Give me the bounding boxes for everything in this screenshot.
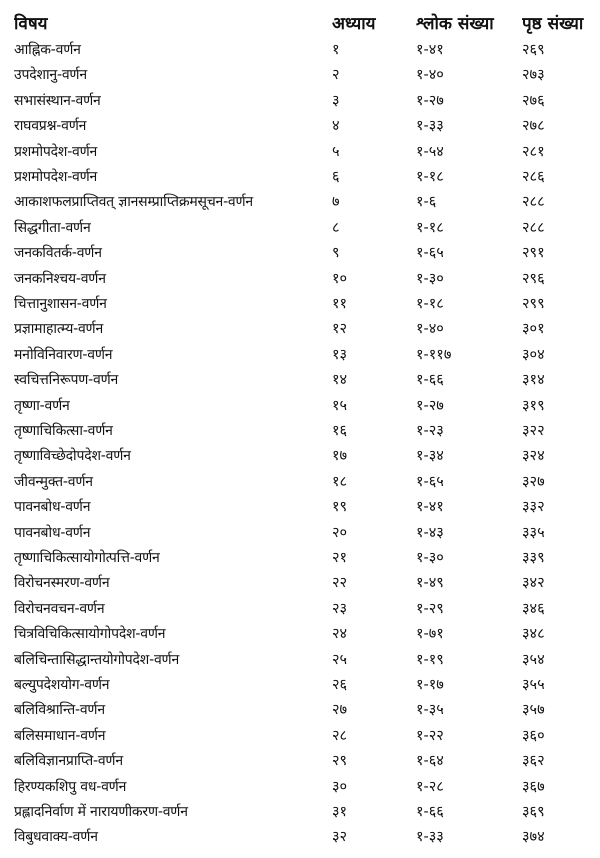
- table-row: [0, 444, 600, 469]
- row-subject: प्रज्ञामाहात्म्य-वर्णन: [14, 321, 104, 338]
- row-chapter: ३१: [332, 804, 348, 820]
- table-row: [0, 216, 600, 241]
- row-verse-range: १-७१: [416, 626, 444, 643]
- row-verse-range: १-२७: [416, 92, 444, 109]
- table-row: [0, 89, 600, 114]
- row-verse-range: १-१८: [416, 169, 444, 185]
- row-chapter: ४: [332, 118, 340, 135]
- row-page-number: ३६९: [522, 804, 545, 820]
- row-verse-range: १-२२: [416, 727, 444, 744]
- table-row: [0, 749, 600, 774]
- row-subject: तृष्णा-वर्णन: [14, 397, 70, 414]
- row-page-number: ३६०: [522, 727, 545, 744]
- row-subject: आकाशफलप्राप्तिवत् ज्ञानसम्प्राप्तिक्रमसूचन-वर्णन: [14, 194, 254, 211]
- row-chapter: ३: [332, 92, 340, 109]
- row-page-number: ३५४: [522, 651, 545, 668]
- row-chapter: ८: [332, 219, 340, 236]
- row-verse-range: १-४०: [416, 321, 444, 338]
- row-page-number: २७८: [522, 118, 545, 135]
- table-row: [0, 648, 600, 673]
- row-chapter: १०: [332, 270, 348, 287]
- row-verse-range: १-३०: [416, 550, 444, 566]
- table-row: [0, 317, 600, 342]
- row-subject: तृष्णाविच्छेदोपदेश-वर्णन: [14, 448, 131, 465]
- row-chapter: ११: [332, 296, 348, 312]
- row-page-number: २९१: [522, 245, 545, 262]
- row-verse-range: १-३४: [416, 448, 444, 465]
- row-page-number: ३६२: [522, 753, 545, 770]
- row-verse-range: १-१७: [416, 677, 444, 693]
- row-chapter: २१: [332, 550, 348, 566]
- row-chapter: ३२: [332, 829, 348, 846]
- row-subject: राघवप्रश्न-वर्णन: [14, 118, 87, 135]
- row-subject: बलिविज्ञानप्राप्ति-वर्णन: [14, 753, 123, 770]
- table-row: [0, 800, 600, 825]
- row-verse-range: १-४९: [416, 575, 444, 592]
- row-chapter: १३: [332, 346, 348, 363]
- header-chapter: अध्याय: [332, 14, 376, 34]
- table-row: [0, 394, 600, 419]
- row-subject: तृष्णाचिकित्सा-वर्णन: [14, 423, 113, 439]
- row-subject: विबुधवाक्य-वर्णन: [14, 829, 98, 846]
- table-row: [0, 419, 600, 444]
- row-subject: हिरण्यकशिपु वध-वर्णन: [14, 778, 127, 795]
- row-subject: प्रशमोपदेश-वर्णन: [14, 143, 98, 160]
- table-row: [0, 622, 600, 647]
- table-row: [0, 470, 600, 495]
- header-verse-count: श्लोक संख्या: [416, 14, 494, 34]
- row-subject: मनोविनिवारण-वर्णन: [14, 346, 113, 363]
- row-verse-range: १-११७: [416, 346, 452, 363]
- row-chapter: ३०: [332, 778, 348, 795]
- table-row: [0, 38, 600, 63]
- table-row: [0, 241, 600, 266]
- table-row: [0, 571, 600, 596]
- row-page-number: २६९: [522, 42, 545, 58]
- row-chapter: २३: [332, 600, 348, 617]
- row-chapter: १८: [332, 473, 348, 490]
- row-subject: जनकवितर्क-वर्णन: [14, 245, 102, 262]
- row-subject: पावनबोध-वर्णन: [14, 499, 91, 516]
- row-page-number: ३२४: [522, 448, 545, 465]
- row-page-number: ३३९: [522, 550, 545, 566]
- table-row: [0, 724, 600, 749]
- row-chapter: २८: [332, 727, 348, 744]
- row-page-number: ३१९: [522, 397, 545, 414]
- table-row: [0, 597, 600, 622]
- row-subject: चित्तानुशासन-वर्णन: [14, 296, 107, 312]
- row-subject: सिद्धगीता-वर्णन: [14, 219, 91, 236]
- row-page-number: ३७४: [522, 829, 545, 846]
- row-verse-range: १-६६: [416, 372, 444, 389]
- row-chapter: २५: [332, 651, 348, 668]
- row-page-number: २८६: [522, 169, 545, 185]
- row-subject: तृष्णाचिकित्सायोगोत्पत्ति-वर्णन: [14, 550, 160, 566]
- table-row: [0, 165, 600, 190]
- row-verse-range: १-६५: [416, 245, 444, 262]
- row-verse-range: १-२९: [416, 600, 444, 617]
- table-row: [0, 267, 600, 292]
- table-row: [0, 698, 600, 723]
- row-subject: चित्रविचिकित्सायोगोपदेश-वर्णन: [14, 626, 166, 643]
- row-subject: विरोचनस्मरण-वर्णन: [14, 575, 110, 592]
- table-row: [0, 114, 600, 139]
- row-verse-range: १-२७: [416, 397, 444, 414]
- row-subject: बल्युपदेशयोग-वर्णन: [14, 677, 110, 693]
- row-page-number: २८८: [522, 219, 545, 236]
- row-verse-range: १-१९: [416, 651, 444, 668]
- row-verse-range: १-१८: [416, 296, 444, 312]
- table-header: [0, 12, 600, 37]
- row-page-number: ३४६: [522, 600, 545, 617]
- table-row: [0, 368, 600, 393]
- row-page-number: ३१४: [522, 372, 545, 389]
- row-chapter: १२: [332, 321, 348, 338]
- row-verse-range: १-४१: [416, 499, 444, 516]
- row-verse-range: १-३३: [416, 118, 444, 135]
- row-chapter: २४: [332, 626, 348, 643]
- row-chapter: १५: [332, 397, 348, 414]
- row-subject: बलिविश्रान्ति-वर्णन: [14, 702, 105, 719]
- row-subject: उपदेशानु-वर्णन: [14, 67, 87, 84]
- row-page-number: ३६७: [522, 778, 545, 795]
- row-verse-range: १-५४: [416, 143, 444, 160]
- row-page-number: ३३२: [522, 499, 545, 516]
- row-chapter: २: [332, 67, 340, 84]
- row-page-number: ३४२: [522, 575, 545, 592]
- row-chapter: ५: [332, 143, 340, 160]
- row-page-number: २७६: [522, 92, 545, 109]
- row-verse-range: १-३५: [416, 702, 444, 719]
- row-subject: जीवन्मुक्त-वर्णन: [14, 473, 93, 490]
- row-verse-range: १-४३: [416, 524, 444, 541]
- row-verse-range: १-४०: [416, 67, 444, 84]
- row-subject: जनकनिश्चय-वर्णन: [14, 270, 106, 287]
- row-subject: प्रह्लादनिर्वाण में नारायणीकरण-वर्णन: [14, 804, 188, 820]
- table-row: [0, 546, 600, 571]
- row-subject: पावनबोध-वर्णन: [14, 524, 91, 541]
- row-verse-range: १-३०: [416, 270, 444, 287]
- row-chapter: २९: [332, 753, 348, 770]
- row-chapter: २०: [332, 524, 348, 541]
- row-page-number: ३५५: [522, 677, 545, 693]
- row-subject: प्रशमोपदेश-वर्णन: [14, 169, 98, 185]
- row-chapter: ६: [332, 169, 340, 185]
- table-row: [0, 343, 600, 368]
- row-chapter: १६: [332, 423, 348, 439]
- table-row: [0, 521, 600, 546]
- table-row: [0, 63, 600, 88]
- table-row: [0, 140, 600, 165]
- row-verse-range: १-६४: [416, 753, 444, 770]
- row-verse-range: १-६६: [416, 804, 444, 820]
- row-page-number: २९६: [522, 270, 545, 287]
- row-page-number: २७३: [522, 67, 545, 84]
- row-chapter: २२: [332, 575, 348, 592]
- row-verse-range: १-२८: [416, 778, 444, 795]
- row-page-number: ३४८: [522, 626, 545, 643]
- row-page-number: ३०१: [522, 321, 545, 338]
- row-chapter: १४: [332, 372, 348, 389]
- row-subject: आह्निक-वर्णन: [14, 42, 81, 58]
- row-chapter: २७: [332, 702, 348, 719]
- row-chapter: १: [332, 42, 340, 58]
- header-subject: विषय: [14, 14, 48, 34]
- row-chapter: २६: [332, 677, 348, 693]
- row-chapter: ९: [332, 245, 340, 262]
- row-subject: सभासंस्थान-वर्णन: [14, 92, 101, 109]
- row-page-number: २९९: [522, 296, 545, 312]
- row-page-number: ३३५: [522, 524, 545, 541]
- row-page-number: ३५७: [522, 702, 545, 719]
- row-page-number: ३०४: [522, 346, 545, 363]
- table-row: [0, 495, 600, 520]
- row-verse-range: १-६५: [416, 473, 444, 490]
- row-page-number: २८८: [522, 194, 545, 211]
- row-subject: विरोचनवचन-वर्णन: [14, 600, 105, 617]
- table-row: [0, 825, 600, 850]
- row-chapter: १९: [332, 499, 348, 516]
- row-page-number: ३२२: [522, 423, 545, 439]
- row-verse-range: १-३३: [416, 829, 444, 846]
- row-page-number: ३२७: [522, 473, 545, 490]
- row-chapter: १७: [332, 448, 348, 465]
- row-verse-range: १-६: [416, 194, 437, 211]
- row-subject: स्वचित्तनिरूपण-वर्णन: [14, 372, 119, 389]
- row-subject: बलिसमाधान-वर्णन: [14, 727, 106, 744]
- row-verse-range: १-२३: [416, 423, 444, 439]
- table-row: [0, 775, 600, 800]
- table-row: [0, 673, 600, 698]
- row-verse-range: १-१८: [416, 219, 444, 236]
- table-row: [0, 190, 600, 215]
- row-page-number: २८१: [522, 143, 545, 160]
- row-subject: बलिचिन्तासिद्धान्तयोगोपदेश-वर्णन: [14, 651, 180, 668]
- row-verse-range: १-४१: [416, 42, 444, 58]
- row-chapter: ७: [332, 194, 340, 211]
- table-row: [0, 292, 600, 317]
- header-page-number: पृष्ठ संख्या: [522, 14, 584, 34]
